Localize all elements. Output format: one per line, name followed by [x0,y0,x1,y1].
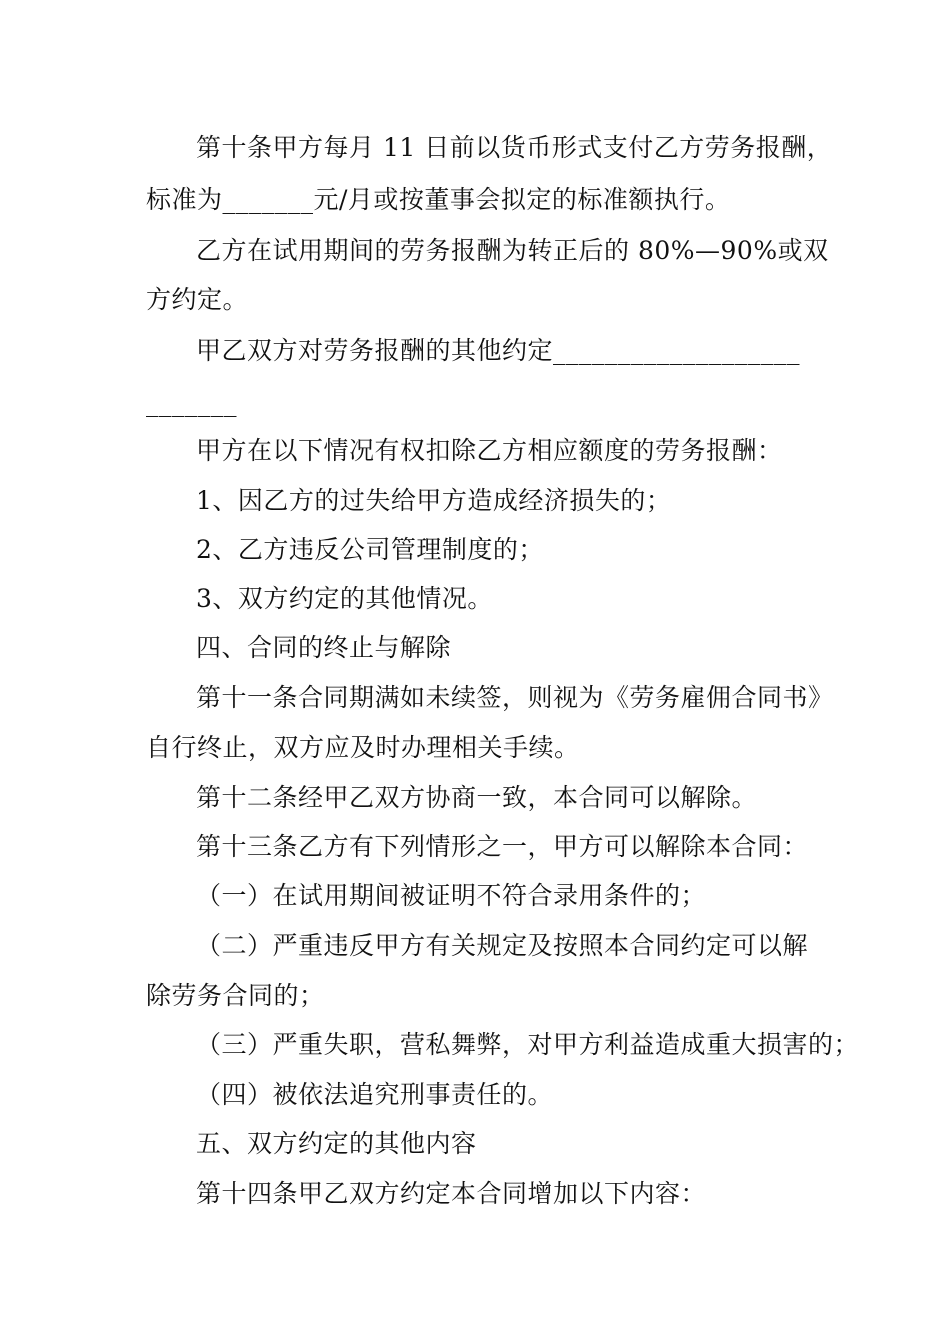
paragraph-line: 甲乙双方对劳务报酬的其他约定___________________ [196,336,801,365]
paragraph-line: 标准为_______元/月或按董事会拟定的标准额执行。 [146,185,731,214]
list-item: 3、双方约定的其他情况。 [196,584,493,613]
paragraph-line: 自行终止，双方应及时办理相关手续。 [146,733,580,762]
section-heading: 四、合同的终止与解除 [196,633,452,662]
section-heading: 五、双方约定的其他内容 [196,1129,477,1158]
list-item: （四）被依法追究刑事责任的。 [196,1080,554,1109]
paragraph-line: 第十四条甲乙双方约定本合同增加以下内容： [196,1179,707,1208]
paragraph-line: 甲方在以下情况有权扣除乙方相应额度的劳务报酬： [196,436,783,465]
list-item: 2、乙方违反公司管理制度的； [196,535,544,564]
list-item: （一）在试用期间被证明不符合录用条件的； [196,881,707,910]
list-item: 1、因乙方的过失给甲方造成经济损失的； [196,486,672,515]
paragraph-line: 方约定。 [146,285,249,314]
paragraph-line: 第十二条经甲乙双方协商一致，本合同可以解除。 [196,783,758,812]
list-item: （三）严重失职，营私舞弊，对甲方利益造成重大损害的； [196,1030,860,1059]
list-item: 除劳务合同的； [146,981,325,1010]
paragraph-line: _______ [146,388,237,417]
paragraph-line: 乙方在试用期间的劳务报酬为转正后的 80%—90%或双 [196,236,829,265]
paragraph-line: 第十三条乙方有下列情形之一，甲方可以解除本合同： [196,832,809,861]
paragraph-line: 第十条甲方每月 11 日前以货币形式支付乙方劳务报酬， [196,133,833,162]
paragraph-line: 第十一条合同期满如未续签，则视为《劳务雇佣合同书》 [196,683,834,712]
list-item: （二）严重违反甲方有关规定及按照本合同约定可以解 [196,931,809,960]
